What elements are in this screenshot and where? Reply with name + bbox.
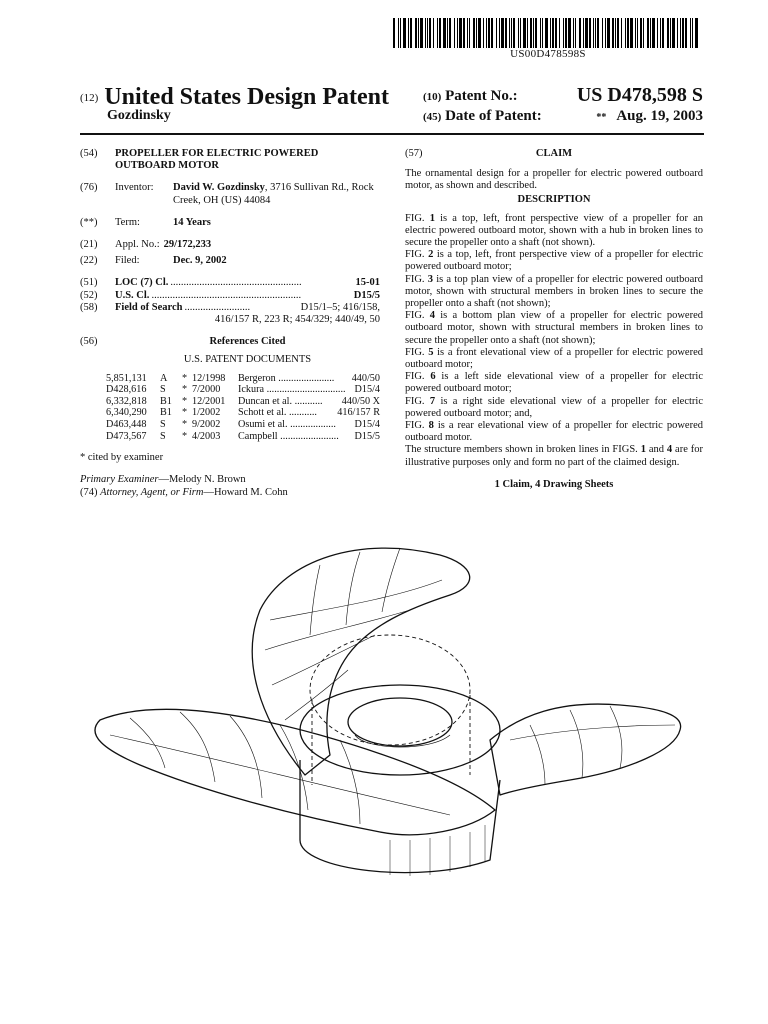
references-heading: References Cited bbox=[209, 336, 286, 348]
figure-descriptions bbox=[405, 213, 703, 445]
cited-note: * cited by examiner bbox=[80, 452, 164, 464]
filed-value: Dec. 9, 2002 bbox=[173, 255, 227, 267]
examiner-name: —Melody N. Brown bbox=[158, 474, 246, 486]
figure-description bbox=[405, 347, 703, 371]
barcode-bar bbox=[635, 18, 636, 48]
barcode-bar bbox=[518, 18, 519, 48]
fig-prefix: FIG. bbox=[405, 395, 430, 407]
ref-name-text: Osumi et al. bbox=[238, 419, 288, 431]
field-code: (58) bbox=[80, 301, 98, 313]
term-value: 14 Years bbox=[173, 216, 211, 228]
barcode-bar bbox=[403, 18, 406, 48]
fig-number: 2 bbox=[428, 249, 434, 261]
barcode-bar bbox=[513, 18, 515, 48]
leader-dots: ......................................................... bbox=[151, 289, 302, 301]
figure-description bbox=[405, 249, 703, 273]
barcode-bar bbox=[640, 18, 642, 48]
reference-row bbox=[80, 419, 380, 431]
date-marker: ** bbox=[596, 112, 607, 123]
barcode-bar bbox=[652, 18, 655, 48]
uscl-label: U.S. Cl. bbox=[115, 289, 150, 301]
barcode-bar bbox=[535, 18, 537, 48]
inventor-name: David W. Gozdinsky bbox=[173, 182, 265, 194]
barcode-bar bbox=[643, 18, 644, 48]
barcode-bar bbox=[667, 18, 669, 48]
barcode-bar bbox=[447, 18, 448, 48]
barcode-bar bbox=[657, 18, 658, 48]
leader-dots: ...................... bbox=[278, 372, 335, 384]
claim-text: The ornamental design for a propeller for electric powered outboard motor, as shown and described. bbox=[405, 168, 703, 192]
claim-code: (57) bbox=[405, 148, 423, 159]
barcode-bar bbox=[398, 18, 399, 48]
barcode-bar bbox=[677, 18, 678, 48]
barcode-bar bbox=[670, 18, 671, 48]
barcode-bar bbox=[509, 18, 510, 48]
us-patent-documents-heading: U.S. PATENT DOCUMENTS bbox=[183, 354, 312, 366]
doc-type: United States Design Patent bbox=[104, 84, 389, 110]
ref-kind: B1 bbox=[160, 407, 172, 419]
loc-field bbox=[80, 277, 380, 289]
fig-text: is a top, left, front perspective view of a propeller for electric powered outboard motor; bbox=[405, 249, 704, 273]
ref-name bbox=[238, 384, 346, 396]
note-text: are for illustrative purposes only and form no part of the claimed design. bbox=[405, 444, 704, 468]
barcode-bar bbox=[454, 18, 455, 48]
ref-name-text: Duncan et al. bbox=[238, 395, 293, 407]
barcode-bar bbox=[695, 18, 698, 48]
attorney-label: Attorney, Agent, or Firm bbox=[100, 486, 204, 498]
leader-dots: ........... bbox=[294, 395, 323, 407]
date-code: (45) bbox=[423, 111, 442, 123]
barcode-bar bbox=[612, 18, 614, 48]
ref-number: 6,340,290 bbox=[106, 407, 147, 419]
field-code: (**) bbox=[80, 216, 98, 228]
ref-star: * bbox=[182, 395, 188, 407]
barcode-bar bbox=[429, 18, 431, 48]
invention-title: PROPELLER FOR ELECTRIC POWERED OUTBOARD MOTOR bbox=[115, 148, 319, 172]
fig-text: is a top plan view of a propeller for electric powered outboard motor, shown with structural members in broken lines to secure the propeller onto a shaft (not shown); bbox=[405, 273, 704, 310]
barcode-bar bbox=[505, 18, 507, 48]
field-code: (22) bbox=[80, 255, 98, 267]
barcode-bar bbox=[605, 18, 606, 48]
search-field bbox=[80, 302, 380, 326]
barcode-bar bbox=[427, 18, 428, 48]
leader-dots: ............................... bbox=[266, 384, 346, 396]
patent-no-code: (10) bbox=[423, 91, 442, 103]
reference-row bbox=[80, 431, 380, 443]
ref-kind: S bbox=[160, 419, 166, 431]
fig-text: is a front elevational view of a propeller for electric powered outboard motor; bbox=[405, 346, 703, 371]
barcode-bar bbox=[585, 18, 588, 48]
barcode-bar bbox=[627, 18, 629, 48]
barcode-bar bbox=[650, 18, 651, 48]
barcode-bar bbox=[501, 18, 504, 48]
ref-name-text: Campbell bbox=[238, 430, 278, 442]
barcode-bar bbox=[690, 18, 691, 48]
ref-date: 4/2003 bbox=[192, 430, 221, 442]
barcode-bar bbox=[647, 18, 649, 48]
fig-text: is a bottom plan view of a propeller for electric powered outboard motor, shown with structural members in broken lines to secure the propeller onto a shaft (not shown); bbox=[405, 310, 704, 346]
title-field bbox=[80, 148, 380, 172]
barcode-bar bbox=[393, 18, 395, 48]
fig-number: 5 bbox=[428, 346, 434, 358]
field-code: (51) bbox=[80, 277, 98, 289]
barcode-bar bbox=[595, 18, 596, 48]
fig-prefix: FIG. bbox=[405, 371, 431, 383]
barcode-bar bbox=[579, 18, 581, 48]
ref-name bbox=[238, 373, 346, 385]
barcode-bar bbox=[602, 18, 603, 48]
document-title bbox=[80, 84, 389, 111]
barcode-bar bbox=[420, 18, 423, 48]
barcode-bar bbox=[682, 18, 684, 48]
ref-number: D428,616 bbox=[106, 384, 147, 396]
fig-prefix: FIG. bbox=[405, 212, 430, 224]
examiner-label: Primary Examiner bbox=[80, 474, 159, 486]
barcode-bar bbox=[488, 18, 490, 48]
barcode-bar bbox=[467, 18, 468, 48]
ref-star: * bbox=[182, 430, 188, 442]
fig-number: 1 bbox=[429, 212, 435, 224]
ref-date: 1/2002 bbox=[192, 407, 221, 419]
term-field bbox=[80, 217, 380, 229]
barcode-bar bbox=[552, 18, 554, 48]
inventor-address: , 3716 Sullivan Rd., Rock Creek, OH (US) 44084 bbox=[173, 182, 374, 206]
uscl-field bbox=[80, 290, 380, 302]
fig-number: 6 bbox=[430, 371, 436, 383]
reference-row bbox=[80, 373, 380, 385]
field-code: (54) bbox=[80, 148, 98, 159]
barcode-bar bbox=[443, 18, 446, 48]
fig-number: 4 bbox=[429, 310, 436, 322]
ref-kind: B1 bbox=[160, 395, 172, 407]
right-blade bbox=[490, 704, 681, 795]
claim-heading-row bbox=[405, 148, 703, 162]
filed-label: Filed: bbox=[115, 255, 140, 267]
ref-kind: A bbox=[160, 372, 168, 384]
ref-name bbox=[238, 431, 346, 443]
barcode-bar bbox=[593, 18, 594, 48]
barcode-bar bbox=[437, 18, 438, 48]
barcode-bar bbox=[408, 18, 409, 48]
barcode-bar bbox=[457, 18, 458, 48]
appl-label: Appl. No.: bbox=[115, 239, 160, 251]
ref-date: 12/1998 bbox=[192, 372, 226, 384]
fig-prefix: FIG. bbox=[405, 310, 430, 322]
fig-number: 8 bbox=[428, 420, 434, 432]
figure-description bbox=[405, 396, 703, 420]
attorney-code: (74) bbox=[80, 486, 98, 498]
leader-dots: ........... bbox=[288, 407, 317, 419]
figure-description bbox=[405, 371, 703, 395]
date-label: Date of Patent: bbox=[445, 108, 542, 124]
fig-prefix: FIG. bbox=[405, 273, 428, 285]
barcode-bar bbox=[625, 18, 626, 48]
leader-dots: ......................... bbox=[184, 301, 251, 313]
leader-dots: .................................................. bbox=[170, 277, 302, 289]
leader-dots: ....................... bbox=[280, 430, 339, 442]
inventor-surname: Gozdinsky bbox=[107, 108, 171, 123]
fig-text: is a left side elevational view of a propeller for electric powered outboard motor; bbox=[405, 371, 703, 395]
barcode-bar bbox=[511, 18, 512, 48]
patent-date: Aug. 19, 2003 bbox=[616, 108, 703, 124]
ref-class: 440/50 bbox=[351, 372, 380, 384]
ref-date: 9/2002 bbox=[192, 419, 221, 431]
barcode-bar bbox=[449, 18, 451, 48]
claim-heading: CLAIM bbox=[535, 148, 573, 159]
ref-name-text: Ickura bbox=[238, 384, 265, 396]
barcode-bar bbox=[439, 18, 441, 48]
term-label: Term: bbox=[115, 216, 140, 228]
fig-prefix: FIG. bbox=[405, 249, 429, 261]
fig-text: is a top, left, front perspective view of a propeller for an electric powered outboard motor, shown with a hub in broken lines to secure the propeller onto a shaft (not shown). bbox=[405, 212, 703, 249]
description-heading: DESCRIPTION bbox=[517, 194, 591, 206]
barcode-bar bbox=[523, 18, 526, 48]
barcode-bar bbox=[542, 18, 543, 48]
barcode-bar bbox=[550, 18, 551, 48]
ref-class: D15/5 bbox=[354, 430, 380, 442]
ref-star: * bbox=[182, 419, 188, 431]
barcode-bar bbox=[672, 18, 675, 48]
note-fig-number: 1 bbox=[640, 444, 646, 456]
barcode-bar bbox=[607, 18, 610, 48]
barcode-bar bbox=[568, 18, 571, 48]
ref-star: * bbox=[182, 384, 188, 396]
figure-description bbox=[405, 420, 703, 444]
leader-dots: .................. bbox=[290, 419, 336, 431]
attorney-name: —Howard M. Cohn bbox=[203, 486, 288, 498]
ref-name bbox=[238, 419, 346, 431]
publication-number: US00D478598S bbox=[510, 48, 586, 60]
inventor-value bbox=[173, 182, 380, 206]
field-code: (76) bbox=[80, 182, 98, 194]
patent-no-label: Patent No.: bbox=[445, 88, 518, 104]
barcode-bar bbox=[565, 18, 567, 48]
ref-class: D15/4 bbox=[354, 419, 380, 431]
barcode-bar bbox=[499, 18, 500, 48]
note-fig-number: 4 bbox=[666, 444, 673, 456]
ref-name-text: Schott et al. bbox=[238, 407, 287, 419]
barcode bbox=[393, 18, 703, 48]
reference-row bbox=[80, 384, 380, 396]
barcode-bar bbox=[478, 18, 481, 48]
barcode-bar bbox=[692, 18, 693, 48]
attorney-line bbox=[80, 487, 380, 499]
barcode-bar bbox=[575, 18, 576, 48]
uscl-value: D15/5 bbox=[353, 289, 380, 301]
barcode-bar bbox=[615, 18, 616, 48]
appl-field bbox=[80, 239, 380, 251]
barcode-bar bbox=[400, 18, 401, 48]
ref-number: 5,851,131 bbox=[106, 372, 147, 384]
ref-date: 7/2000 bbox=[192, 384, 221, 396]
figure-description bbox=[405, 310, 703, 347]
header-rule bbox=[80, 133, 704, 135]
barcode-bar bbox=[418, 18, 419, 48]
hub-bore bbox=[348, 698, 452, 746]
barcode-bar bbox=[496, 18, 497, 48]
barcode-bar bbox=[463, 18, 465, 48]
barcode-bar bbox=[459, 18, 462, 48]
barcode-bar bbox=[559, 18, 560, 48]
barcode-bar bbox=[530, 18, 532, 48]
barcode-bar bbox=[589, 18, 591, 48]
claims-sheets-summary: 1 Claim, 4 Drawing Sheets bbox=[494, 478, 614, 490]
right-column bbox=[405, 148, 703, 491]
fig-prefix: FIG. bbox=[405, 346, 429, 358]
ref-star: * bbox=[182, 372, 188, 384]
ref-number: 6,332,818 bbox=[106, 395, 147, 407]
barcode-bar bbox=[563, 18, 564, 48]
reference-row bbox=[80, 407, 380, 419]
inventor-field bbox=[80, 182, 380, 206]
field-code: (56) bbox=[80, 336, 98, 348]
barcode-bar bbox=[573, 18, 574, 48]
ref-name bbox=[238, 396, 342, 408]
note-text: The structure members shown in broken lines in FIGS. bbox=[405, 444, 641, 456]
barcode-bar bbox=[621, 18, 622, 48]
fig-prefix: FIG. bbox=[405, 420, 429, 432]
barcode-bar bbox=[486, 18, 487, 48]
filed-field bbox=[80, 255, 380, 267]
fig-text: is a rear elevational view of a propeller for electric powered outboard motor. bbox=[405, 420, 703, 444]
search-line-2: 416/157 R, 223 R; 454/329; 440/49, 50 bbox=[214, 314, 380, 326]
barcode-bar bbox=[545, 18, 548, 48]
barcode-bar bbox=[469, 18, 470, 48]
barcode-bar bbox=[473, 18, 475, 48]
doc-type-code: (12) bbox=[80, 92, 99, 104]
examiner-line bbox=[80, 474, 380, 486]
appl-value: 29/172,233 bbox=[163, 239, 212, 251]
barcode-bar bbox=[425, 18, 426, 48]
barcode-bar bbox=[617, 18, 619, 48]
note-text: and bbox=[645, 444, 667, 456]
loc-value: 15-01 bbox=[355, 277, 380, 289]
ref-class: D15/4 bbox=[354, 384, 380, 396]
barcode-bar bbox=[540, 18, 541, 48]
ref-number: D473,567 bbox=[106, 430, 147, 442]
barcode-bar bbox=[680, 18, 681, 48]
search-label: Field of Search bbox=[115, 301, 183, 313]
barcode-bar bbox=[630, 18, 633, 48]
inventor-label: Inventor: bbox=[115, 182, 154, 194]
barcode-bar bbox=[583, 18, 584, 48]
field-code: (21) bbox=[80, 239, 98, 251]
figure-description bbox=[405, 213, 703, 250]
barcode-bar bbox=[433, 18, 434, 48]
figure-description bbox=[405, 274, 703, 311]
references-heading-row bbox=[80, 336, 380, 348]
ref-class: 416/157 R bbox=[337, 407, 380, 419]
reference-list bbox=[80, 373, 380, 443]
fig-number: 7 bbox=[429, 395, 436, 407]
propeller-drawing bbox=[90, 540, 690, 910]
ref-class: 440/50 X bbox=[341, 395, 380, 407]
barcode-bar bbox=[415, 18, 417, 48]
search-line-1: D15/1–5; 416/158, bbox=[300, 301, 380, 313]
fig-number: 3 bbox=[427, 273, 434, 285]
loc-label: LOC (7) Cl. bbox=[115, 277, 169, 289]
left-column bbox=[80, 148, 380, 499]
ref-name-text: Bergeron bbox=[238, 372, 276, 384]
barcode-bar bbox=[637, 18, 638, 48]
barcode-bar bbox=[662, 18, 664, 48]
barcode-bar bbox=[685, 18, 687, 48]
barcode-bar bbox=[491, 18, 493, 48]
ref-kind: S bbox=[160, 384, 166, 396]
ref-star: * bbox=[182, 407, 188, 419]
ref-number: D463,448 bbox=[106, 419, 147, 431]
barcode-bar bbox=[410, 18, 412, 48]
ref-kind: S bbox=[160, 430, 166, 442]
field-code: (52) bbox=[80, 289, 98, 301]
fig-text: is a right side elevational view of a propeller for electric powered outboard motor; and, bbox=[405, 395, 703, 419]
barcode-bar bbox=[483, 18, 484, 48]
ref-name bbox=[238, 407, 337, 419]
barcode-bar bbox=[533, 18, 534, 48]
patent-number: US D478,598 S bbox=[576, 84, 703, 106]
barcode-bar bbox=[660, 18, 661, 48]
ref-date: 12/2001 bbox=[192, 395, 226, 407]
barcode-bar bbox=[527, 18, 528, 48]
broken-lines-note bbox=[405, 444, 703, 468]
barcode-bar bbox=[520, 18, 521, 48]
barcode-bar bbox=[555, 18, 557, 48]
barcode-bar bbox=[597, 18, 599, 48]
reference-row bbox=[80, 396, 380, 408]
barcode-bar bbox=[476, 18, 477, 48]
